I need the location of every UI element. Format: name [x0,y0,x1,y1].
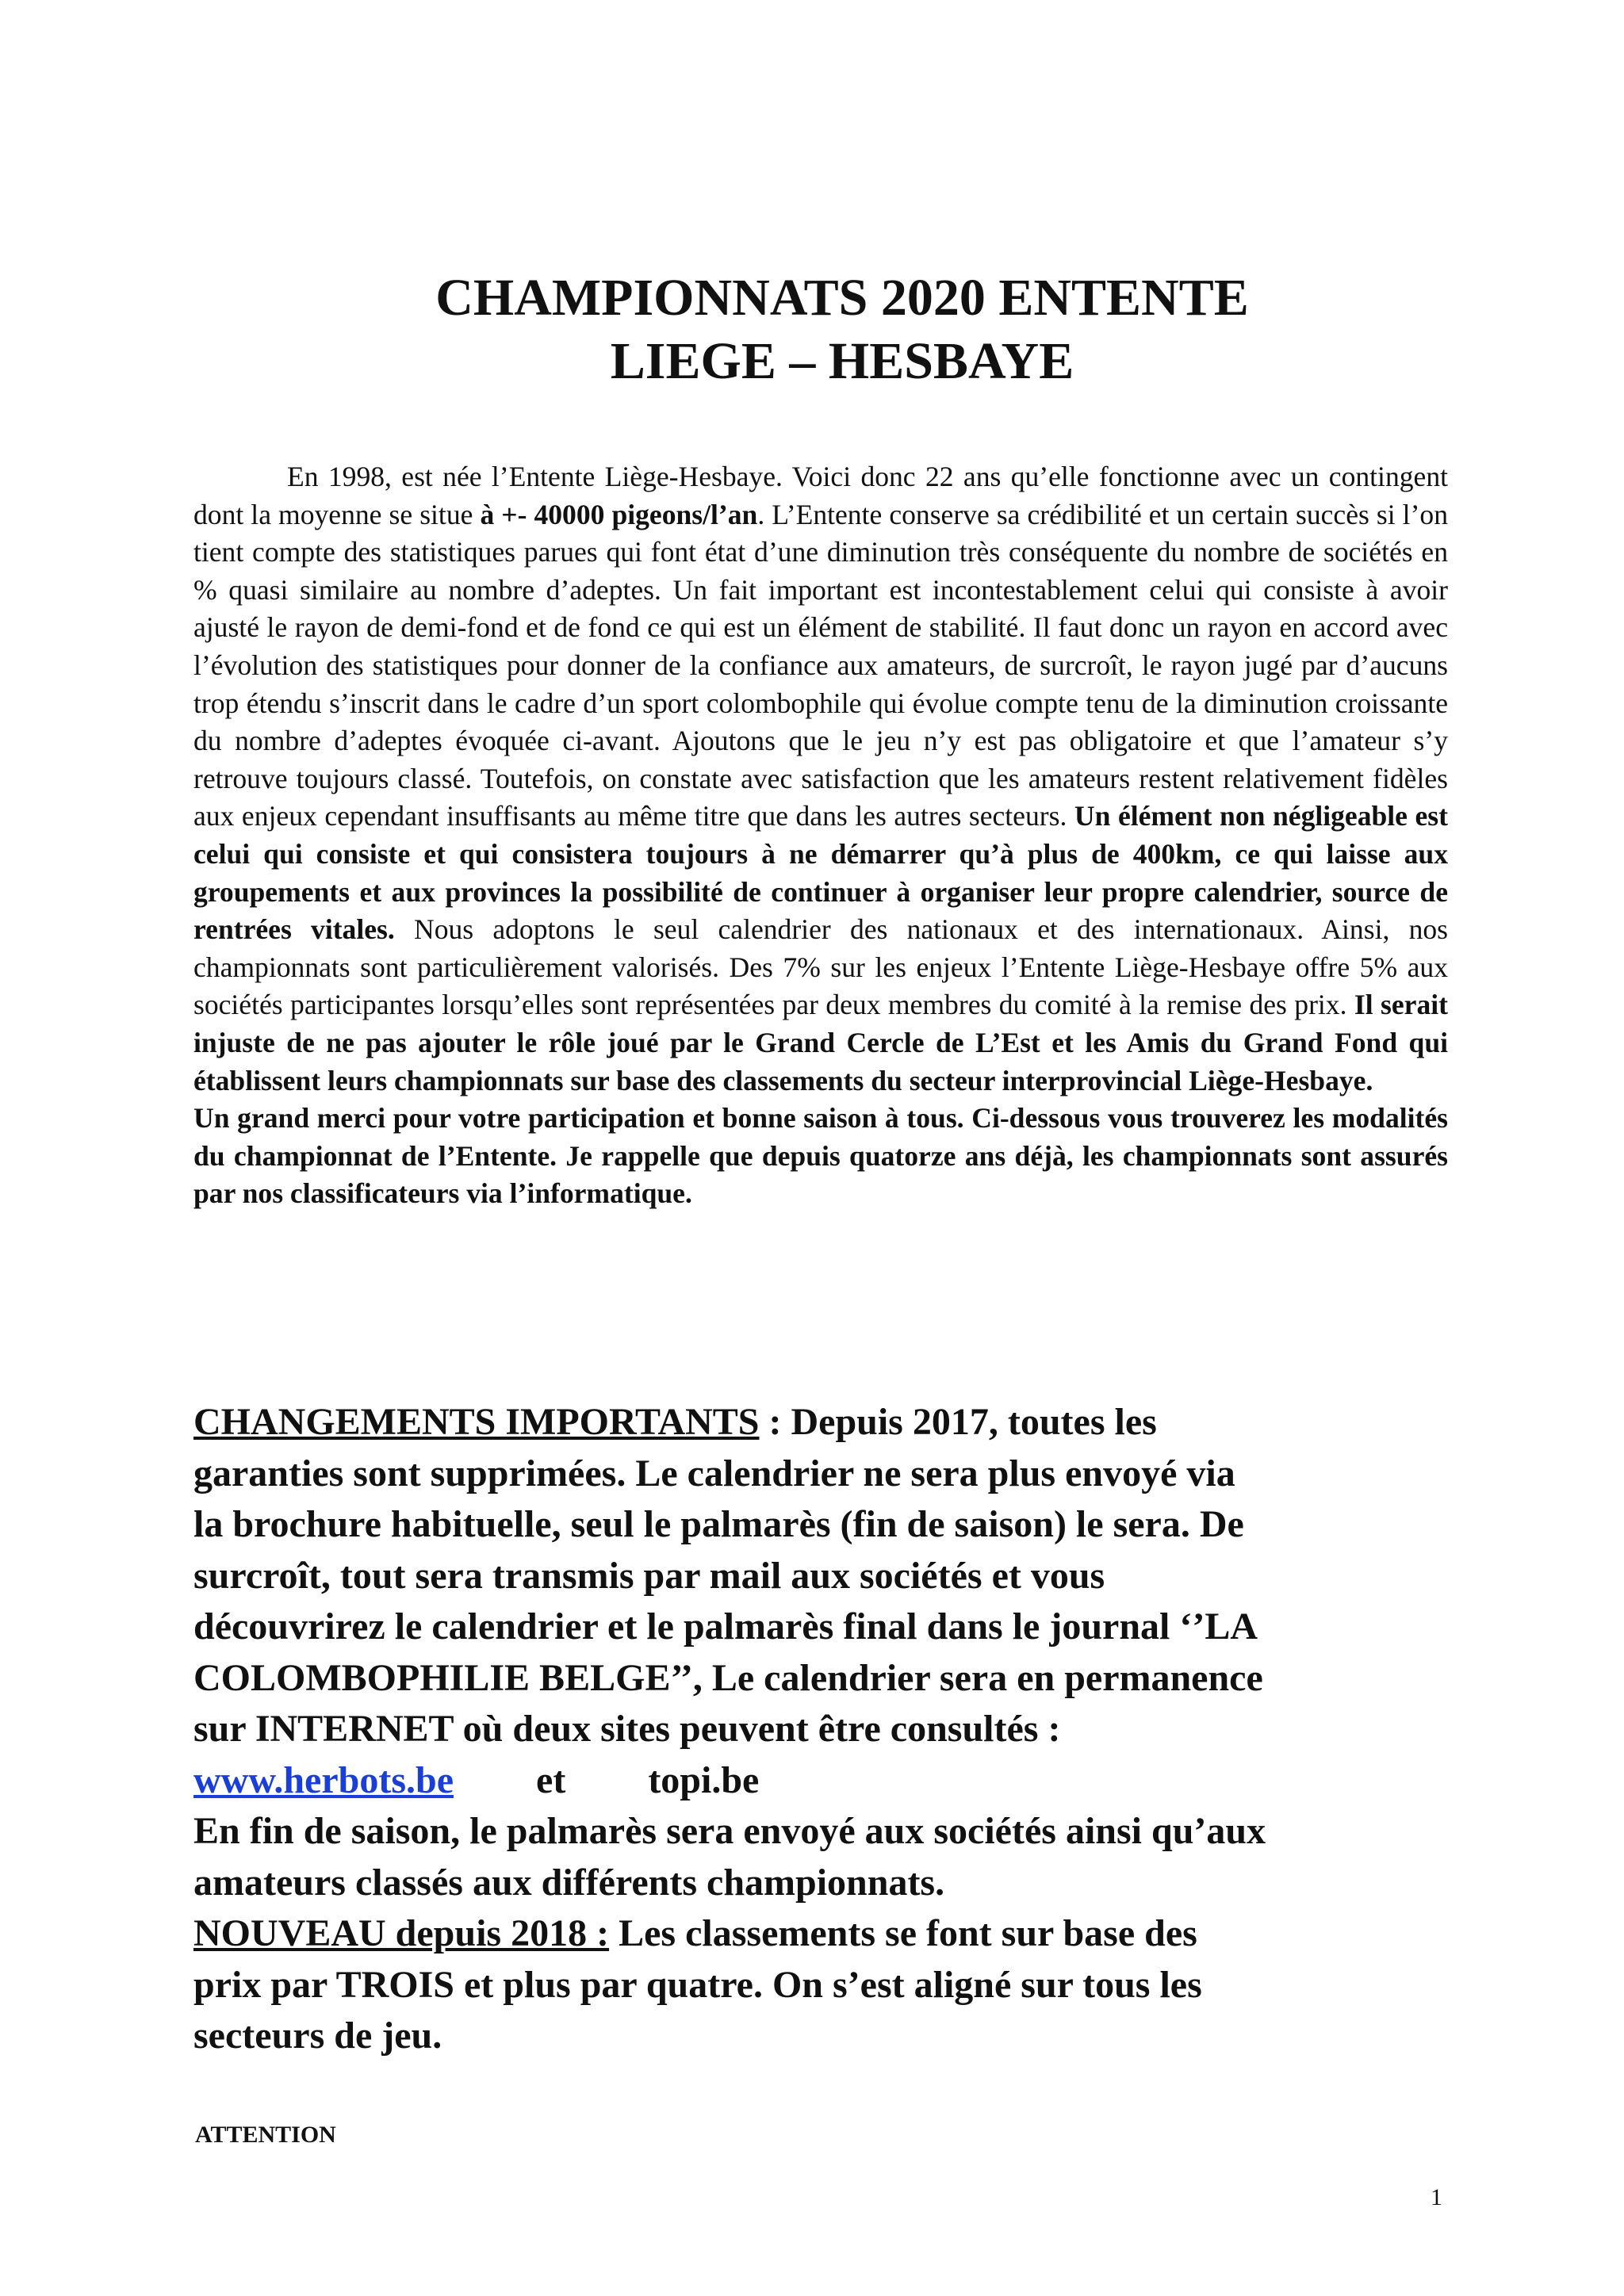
websites-separator: et [536,1758,566,1801]
changes-line-3: la brochure habituelle, seul le palmarès (fin de saison) le sera. De [193,1503,1244,1545]
intro-bold-3: Il serait injuste de ne pas ajouter le rôle joué par le Grand Cercle de L’Est et les Amis du Grand Fond qui établissent leurs championnats sur base des classements du secteur interprovincial Liège-Hesbaye. [193,989,1448,1096]
herbots-link[interactable]: www.herbots.be [193,1758,454,1801]
changes-section [193,1397,1431,2062]
changes-line-4: surcroît, tout sera transmis par mail aux sociétés et vous [193,1554,1105,1597]
changes-heading: CHANGEMENTS IMPORTANTS [193,1401,760,1443]
intro-text-3: Nous adoptons le seul calendrier des nationaux et des internationaux. Ainsi, nos championnats sont particulièrement valorisés. Des 7% sur les enjeux l’Entente Liège-Hesbaye offre 5% aux sociétés participantes lorsqu’elles sont représentées par deux membres du comité à la remise des prix. [193,913,1448,1021]
changes-line-13: secteurs de jeu. [193,2015,442,2057]
changes-line-12: prix par TROIS et plus par quatre. On s’est aligné sur tous les [193,1963,1202,2006]
intro-bold-4: Un grand merci pour votre participation et bonne saison à tous. Ci-dessous vous trouverez les modalités du championnat de l’Entente. Je rappelle que depuis quatorze ans déjà, les championnats sont assurés par nos classificateurs via l’informatique. [193,1102,1448,1210]
page-number: 1 [1431,2184,1442,2210]
changes-line-5: découvrirez le calendrier et le palmarès final dans le journal ‘’LA [193,1605,1258,1647]
changes-line-9: En fin de saison, le palmarès sera envoyé aux sociétés ainsi qu’aux [193,1810,1266,1852]
intro-text-2: . L’Entente conserve sa crédibilité et un certain succès si l’on tient compte des statistiques parues qui font état d’une diminution très conséquente du nombre de sociétés en % quasi similaire au nombre d’adeptes. Un fait important est incontestablement celui qui consiste à avoir ajusté le rayon de demi-fond et de fond ce qui est un élément de stabilité. Il faut donc un rayon en accord avec l’évolution des statistiques pour donner de la confiance aux amateurs, de surcroît, le rayon jugé par d’aucuns trop étendu s’inscrit dans le cadre d’un sport colombophile qui évolue compte tenu de la diminution croissante du nombre d’adeptes évoquée ci-avant. Ajoutons que le jeu n’y est pas obligatoire et que l’amateur s’y retrouve toujours classé. Toutefois, on constate avec satisfaction que les amateurs restent relativement fidèles aux enjeux cependant insuffisants au même titre que dans les autres secteurs. [193,498,1448,832]
changes-line-11 [193,1908,1431,1960]
changes-line-1 [193,1397,1431,1448]
intro-bold-1: à +- 40000 pigeons/l’an [480,498,758,530]
changes-line-6: COLOMBOPHILIE BELGE’’, Le calendrier sera en permanence [193,1656,1263,1699]
intro-paragraph [193,458,1448,1213]
title-line-2: LIEGE – HESBAYE [610,332,1074,390]
topi-site: topi.be [648,1758,760,1801]
changes-line-7: sur INTERNET où deux sites peuvent être consultés : [193,1708,1061,1750]
attention-label: ATTENTION [195,2122,336,2148]
new-heading: NOUVEAU depuis 2018 : [193,1912,610,1954]
changes-line-2: garanties sont supprimées. Le calendrier ne sera plus envoyé via [193,1452,1235,1494]
intro-bold-2: Un élément non négligeable est celui qui consiste et qui consistera toujours à ne démarrer qu’à plus de 400km, ce qui laisse aux groupements et aux provinces la possibilité de continuer à organiser leur propre calendrier, source de rentrées vitales. [193,800,1449,946]
title-line-1: CHAMPIONNATS 2020 ENTENTE [435,269,1249,327]
websites-line [193,1755,1431,1807]
intro-text-1: En 1998, est née l’Entente Liège-Hesbaye. Voici donc 22 ans qu’elle fonctionne avec un contingent dont la moyenne se situe [193,461,1448,530]
changes-line-10: amateurs classés aux différents championnats. [193,1861,945,1904]
changes-line-1-text: : Depuis 2017, toutes les [759,1401,1157,1443]
changes-line-11-text: Les classements se font sur base des [609,1912,1197,1954]
